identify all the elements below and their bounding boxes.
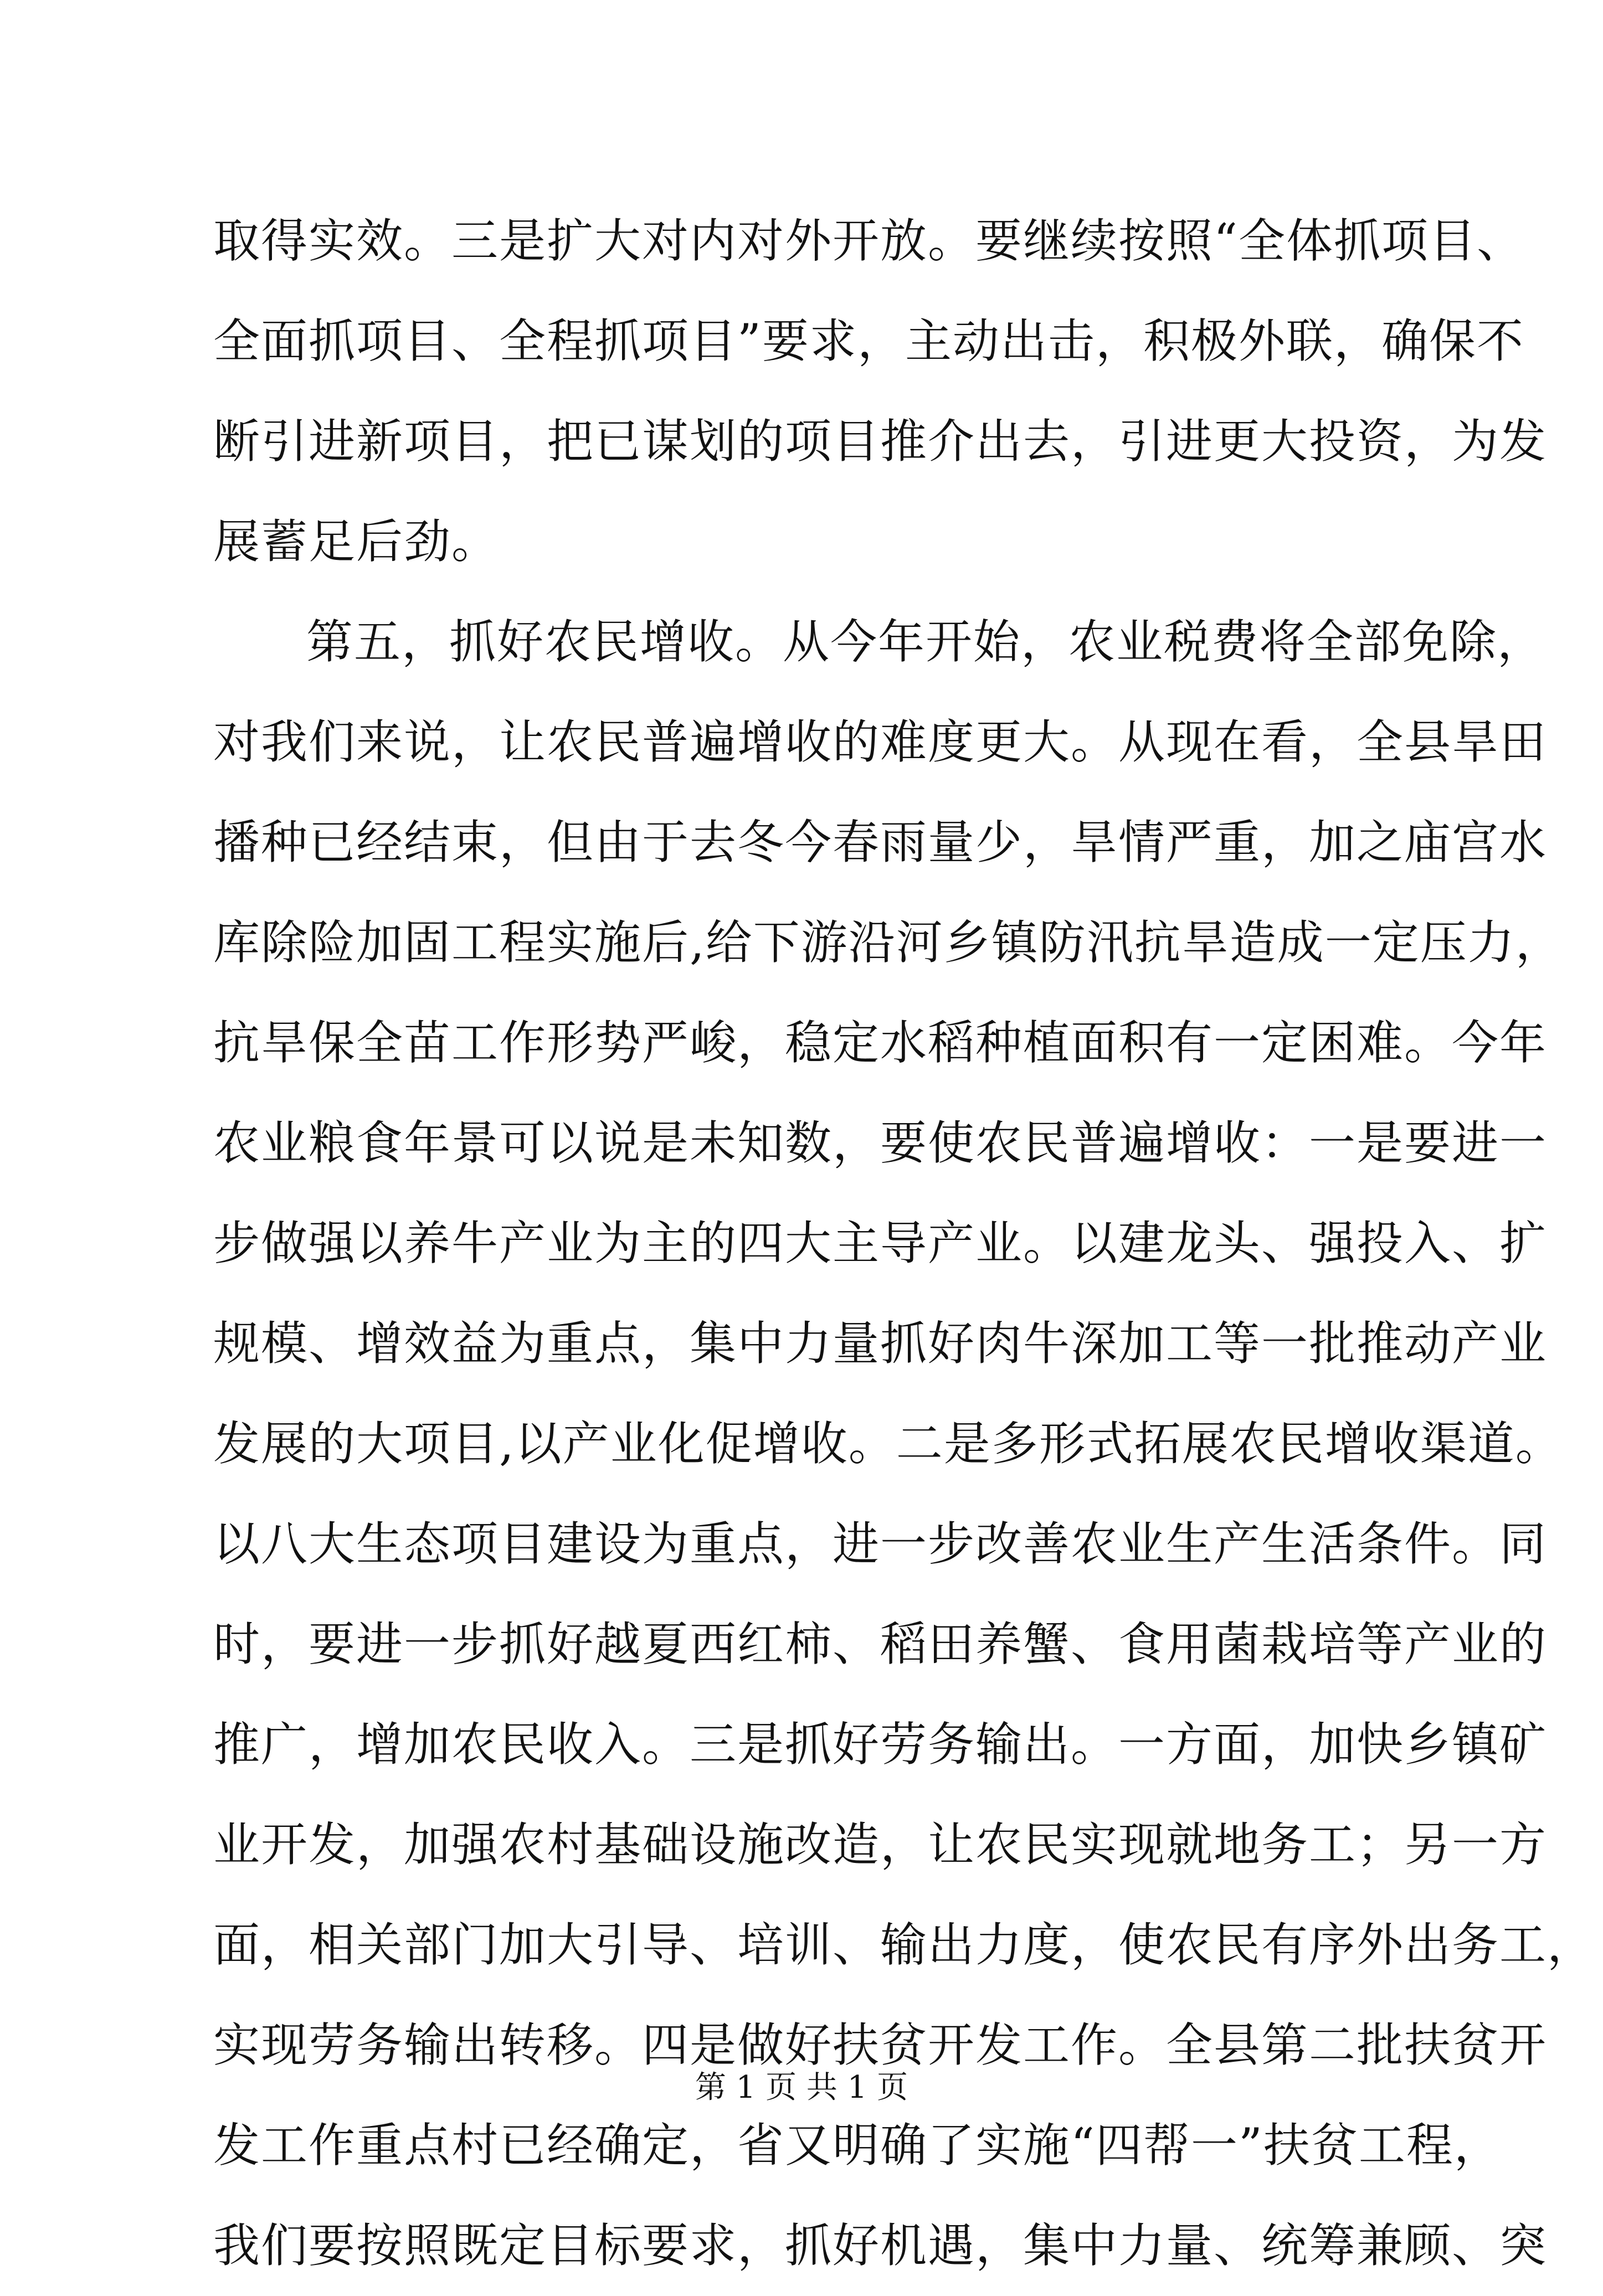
- text-line-9: 抗旱保全苗工作形势严峻，稳定水稻种植面积有一定困难。今年: [213, 1016, 1548, 1070]
- text-line-21: 我们要按照既定目标要求，抓好机遇，集中力量、统筹兼顾、突: [213, 2218, 1548, 2273]
- text-line-3: 断引进新项目，把已谋划的项目推介出去，引进更大投资，为发: [213, 414, 1548, 469]
- text-line-13: 发展的大项目,以产业化促增收。二是多形式拓展农民增收渠道。: [213, 1417, 1563, 1471]
- text-line-8: 库除险加固工程实施后,给下游沿河乡镇防汛抗旱造成一定压力，: [213, 915, 1563, 970]
- text-line-2: 全面抓项目、全程抓项目”要求，主动出击，积极外联，确保不: [213, 314, 1524, 368]
- text-line-17: 业开发，加强农村基础设施改造，让农民实现就地务工；另一方: [213, 1818, 1548, 1872]
- text-line-6: 对我们来说，让农民普遍增收的难度更大。从现在看，全县旱田: [213, 715, 1548, 769]
- text-line-12: 规模、增效益为重点，集中力量抓好肉牛深加工等一批推动产业: [213, 1316, 1548, 1371]
- text-line-1: 取得实效。三是扩大对内对外开放。要继续按照“全体抓项目、: [213, 214, 1524, 268]
- text-line-16: 推广，增加农民收入。三是抓好劳务输出。一方面，加快乡镇矿: [213, 1717, 1548, 1772]
- text-line-20: 发工作重点村已经确定，省又明确了实施“四帮一”扶贫工程，: [213, 2118, 1502, 2173]
- text-line-19: 实现劳务输出转移。四是做好扶贫开发工作。全县第二批扶贫开: [213, 2018, 1548, 2072]
- text-line-14: 以八大生态项目建设为重点，进一步改善农业生产生活条件。同: [213, 1517, 1548, 1571]
- page-footer: 第 1 页 共 1 页: [695, 2070, 908, 2105]
- document-body: [213, 191, 1595, 2296]
- text-line-15: 时，要进一步抓好越夏西红柿、稻田养蟹、食用菌栽培等产业的: [213, 1617, 1548, 1671]
- text-line-18: 面，相关部门加大引导、培训、输出力度，使农民有序外出务工，: [213, 1918, 1595, 1972]
- text-line-7: 播种已经结束，但由于去冬今春雨量少，旱情严重，加之庙宫水: [213, 815, 1548, 869]
- text-line-4: 展蓄足后劲。: [213, 514, 500, 569]
- text-line-10: 农业粮食年景可以说是未知数，要使农民普遍增收：一是要进一: [213, 1116, 1548, 1170]
- text-line-5: 第五，抓好农民增收。从今年开始，农业税费将全部免除，: [306, 615, 1545, 669]
- text-line-11: 步做强以养牛产业为主的四大主导产业。以建龙头、强投入、扩: [213, 1216, 1548, 1270]
